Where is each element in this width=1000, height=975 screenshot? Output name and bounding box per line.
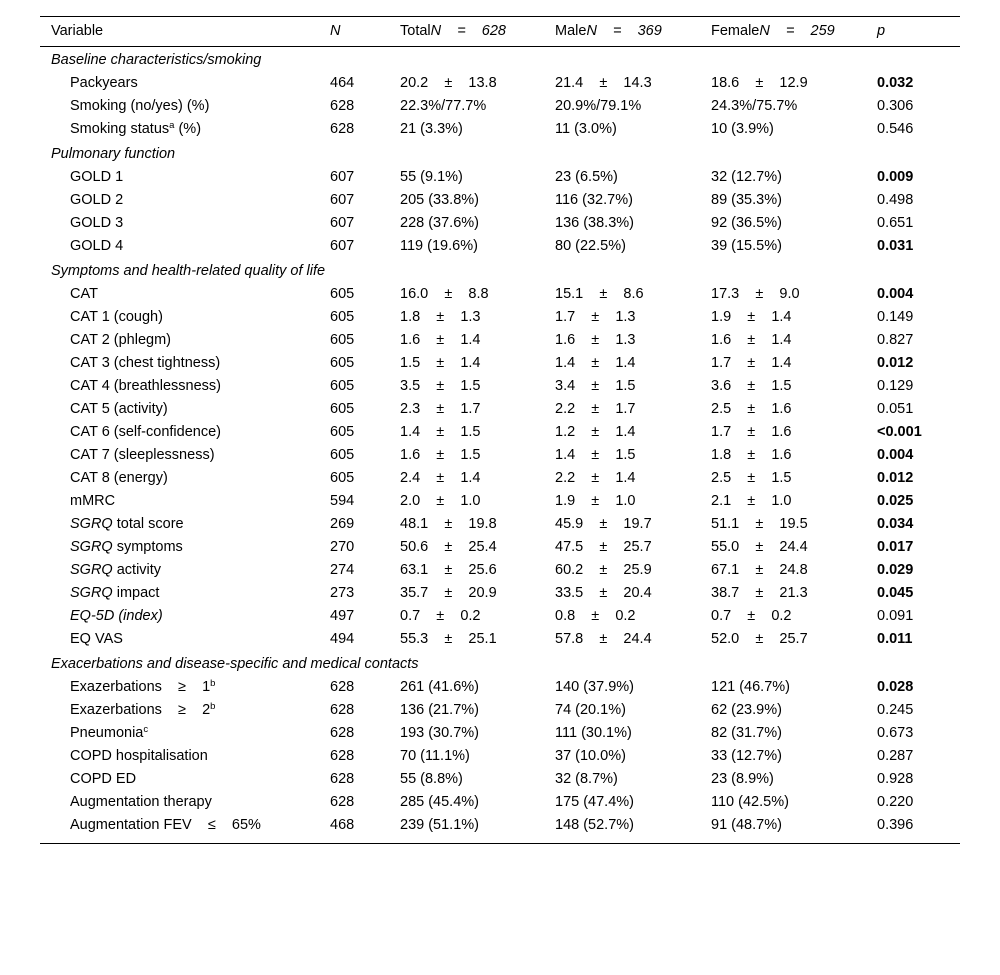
row-male: 21.4 ± 14.3 (555, 75, 652, 91)
table-row-cat3 (0, 352, 1000, 375)
row-female: 23 (8.9%) (711, 771, 774, 787)
row-total: 48.1 ± 19.8 (400, 516, 497, 532)
row-female: 10 (3.9%) (711, 121, 774, 137)
table-row-eq5d (0, 605, 1000, 628)
row-p: 0.009 (877, 169, 914, 185)
row-n: 494 (330, 631, 355, 647)
table-row-sgrq-symptoms (0, 536, 1000, 559)
row-label: CAT 8 (energy) (70, 470, 168, 486)
row-n: 273 (330, 585, 355, 601)
row-female: 121 (46.7%) (711, 679, 790, 695)
table-row-augmentation-fev (0, 814, 1000, 837)
row-male: 140 (37.9%) (555, 679, 634, 695)
row-male: 15.1 ± 8.6 (555, 286, 644, 302)
row-label: CAT 3 (chest tightness) (70, 355, 221, 371)
row-female: 52.0 ± 25.7 (711, 631, 808, 647)
row-total: 1.8 ± 1.3 (400, 309, 481, 325)
table-row-cat1 (0, 306, 1000, 329)
row-female: 110 (42.5%) (711, 794, 789, 810)
row-label-text: activity (112, 562, 162, 578)
row-female: 38.7 ± 21.3 (711, 585, 808, 601)
row-female: 24.3%/75.7% (711, 98, 798, 114)
row-female: 1.7 ± 1.4 (711, 355, 792, 371)
row-male: 0.8 ± 0.2 (555, 608, 636, 624)
row-male: 116 (32.7%) (555, 192, 633, 208)
row-n: 468 (330, 817, 355, 833)
row-female: 1.7 ± 1.6 (711, 424, 792, 440)
table-row-exacerbations-1 (0, 676, 1000, 699)
row-total: 63.1 ± 25.6 (400, 562, 497, 578)
table-row-cat7 (0, 444, 1000, 467)
table-row-eqvas (0, 628, 1000, 651)
row-label-text: Exazerbations ≥ 1 (70, 679, 211, 695)
row-total: 16.0 ± 8.8 (400, 286, 489, 302)
row-label-suffix: (%) (174, 121, 202, 137)
row-label-abbrev: SGRQ (70, 585, 113, 601)
row-label-text: symptoms (112, 539, 183, 555)
row-label (70, 559, 161, 582)
row-male: 1.4 ± 1.5 (555, 447, 636, 463)
table-row-cat6 (0, 421, 1000, 444)
row-total: 261 (41.6%) (400, 679, 479, 695)
row-n: 605 (330, 424, 355, 440)
row-total: 1.5 ± 1.4 (400, 355, 481, 371)
footnote-marker: a (169, 120, 175, 131)
table-row-cat (0, 283, 1000, 306)
row-n: 607 (330, 215, 355, 231)
footnote-marker: b (210, 701, 216, 712)
section-pulmonary (0, 143, 1000, 166)
row-label (70, 536, 183, 559)
table-row-sgrq-total (0, 513, 1000, 536)
row-label (70, 513, 184, 536)
row-total: 55 (9.1%) (400, 169, 463, 185)
row-female: 55.0 ± 24.4 (711, 539, 808, 555)
row-label: Augmentation therapy (70, 794, 212, 810)
row-total: 35.7 ± 20.9 (400, 585, 497, 601)
header-n: N (330, 23, 341, 39)
table-header-row (0, 20, 1000, 43)
table-row-packyears (0, 72, 1000, 95)
table-row-copd-ed (0, 768, 1000, 791)
row-n: 605 (330, 447, 355, 463)
row-total: 20.2 ± 13.8 (400, 75, 497, 91)
header-female (711, 20, 835, 43)
row-label: CAT (70, 286, 98, 302)
row-male: 11 (3.0%) (555, 121, 617, 137)
row-p: 0.220 (877, 794, 914, 810)
row-label: CAT 1 (cough) (70, 309, 163, 325)
footnote-marker: c (143, 724, 149, 735)
row-total: 285 (45.4%) (400, 794, 479, 810)
row-label: GOLD 3 (70, 215, 124, 231)
row-label: CAT 5 (activity) (70, 401, 168, 417)
row-total: 2.4 ± 1.4 (400, 470, 481, 486)
row-p: 0.031 (877, 238, 914, 254)
row-p: 0.546 (877, 121, 914, 137)
table-row-augmentation-therapy (0, 791, 1000, 814)
row-label-abbrev: SGRQ (70, 516, 113, 532)
header-total-n: N = 628 (430, 23, 507, 39)
row-p: 0.149 (877, 309, 914, 325)
row-p: 0.032 (877, 75, 914, 91)
row-p: 0.028 (877, 679, 914, 695)
table-row-copd-hospitalisation (0, 745, 1000, 768)
row-n: 605 (330, 378, 355, 394)
row-female: 17.3 ± 9.0 (711, 286, 800, 302)
row-p: 0.245 (877, 702, 914, 718)
header-total (400, 20, 506, 43)
header-total-label: Total (400, 23, 431, 39)
row-male: 1.9 ± 1.0 (555, 493, 636, 509)
row-n: 605 (330, 401, 355, 417)
row-male: 32 (8.7%) (555, 771, 618, 787)
row-female: 1.8 ± 1.6 (711, 447, 792, 463)
row-female: 32 (12.7%) (711, 169, 782, 185)
section-exacerbations (0, 653, 1000, 676)
row-p: 0.017 (877, 539, 914, 555)
row-total: 205 (33.8%) (400, 192, 479, 208)
row-p: 0.827 (877, 332, 914, 348)
footnote-marker: b (210, 678, 216, 689)
row-male: 111 (30.1%) (555, 725, 632, 741)
row-n: 269 (330, 516, 355, 532)
row-n: 628 (330, 771, 355, 787)
row-n: 607 (330, 169, 355, 185)
row-label: Augmentation FEV ≤ 65% (70, 817, 261, 833)
row-n: 270 (330, 539, 355, 555)
table-row-smoking-status (0, 118, 1000, 141)
row-n: 628 (330, 98, 355, 114)
row-label: COPD hospitalisation (70, 748, 208, 764)
row-total: 193 (30.7%) (400, 725, 479, 741)
row-p: 0.034 (877, 516, 914, 532)
section-symptoms (0, 260, 1000, 283)
row-female: 67.1 ± 24.8 (711, 562, 808, 578)
row-total: 1.4 ± 1.5 (400, 424, 481, 440)
section-title: Baseline characteristics/smoking (51, 52, 262, 68)
row-total: 70 (11.1%) (400, 748, 470, 764)
row-female: 0.7 ± 0.2 (711, 608, 792, 624)
header-female-label: Female (711, 23, 760, 39)
row-label-abbrev: SGRQ (70, 562, 113, 578)
row-total: 1.6 ± 1.5 (400, 447, 481, 463)
row-p: 0.673 (877, 725, 914, 741)
header-male-label: Male (555, 23, 587, 39)
table-header-rule (40, 46, 960, 47)
row-label (70, 722, 148, 746)
row-label: CAT 7 (sleeplessness) (70, 447, 215, 463)
row-label: mMRC (70, 493, 116, 509)
row-female: 1.9 ± 1.4 (711, 309, 792, 325)
row-total: 136 (21.7%) (400, 702, 479, 718)
row-total: 228 (37.6%) (400, 215, 479, 231)
row-label: EQ VAS (70, 631, 123, 647)
row-male: 57.8 ± 24.4 (555, 631, 652, 647)
header-p: p (877, 23, 886, 39)
row-male: 37 (10.0%) (555, 748, 626, 764)
row-label-text: Pneumonia (70, 725, 144, 741)
row-female: 3.6 ± 1.5 (711, 378, 792, 394)
section-baseline (0, 49, 1000, 72)
row-n: 607 (330, 238, 355, 254)
row-label: Smoking (no/yes) (%) (70, 98, 210, 114)
row-male: 33.5 ± 20.4 (555, 585, 652, 601)
row-total: 21 (3.3%) (400, 121, 463, 137)
row-label-text: Exazerbations ≥ 2 (70, 702, 211, 718)
row-p: 0.129 (877, 378, 914, 394)
row-n: 605 (330, 470, 355, 486)
row-female: 91 (48.7%) (711, 817, 782, 833)
table-row-gold3 (0, 212, 1000, 235)
row-male: 47.5 ± 25.7 (555, 539, 652, 555)
row-total: 2.0 ± 1.0 (400, 493, 481, 509)
row-female: 2.5 ± 1.6 (711, 401, 792, 417)
row-label: GOLD 1 (70, 169, 124, 185)
row-label-abbrev: SGRQ (70, 539, 113, 555)
row-label-text: total score (112, 516, 184, 532)
row-label (70, 582, 159, 605)
row-p: 0.011 (877, 631, 913, 647)
table-row-sgrq-activity (0, 559, 1000, 582)
table-row-gold4 (0, 235, 1000, 258)
table-row-pneumonia (0, 722, 1000, 745)
row-n: 594 (330, 493, 355, 509)
row-total: 22.3%/77.7% (400, 98, 487, 114)
row-label-text: impact (112, 585, 160, 601)
row-n: 464 (330, 75, 355, 91)
row-male: 136 (38.3%) (555, 215, 634, 231)
row-p: 0.012 (877, 470, 914, 486)
row-n: 605 (330, 309, 355, 325)
table-row-cat5 (0, 398, 1000, 421)
row-female: 89 (35.3%) (711, 192, 782, 208)
row-n: 628 (330, 121, 355, 137)
row-n: 274 (330, 562, 355, 578)
row-label (70, 699, 215, 723)
row-label: EQ-5D (index) (70, 608, 163, 624)
row-total: 50.6 ± 25.4 (400, 539, 497, 555)
row-total: 55.3 ± 25.1 (400, 631, 497, 647)
row-label: CAT 4 (breathlessness) (70, 378, 221, 394)
row-p: 0.651 (877, 215, 914, 231)
row-p: 0.012 (877, 355, 914, 371)
row-p: 0.004 (877, 286, 914, 302)
table-row-sgrq-impact (0, 582, 1000, 605)
table-row-smoking (0, 95, 1000, 118)
row-male: 23 (6.5%) (555, 169, 618, 185)
row-n: 628 (330, 748, 355, 764)
row-n: 628 (330, 794, 355, 810)
table-row-gold1 (0, 166, 1000, 189)
row-male: 3.4 ± 1.5 (555, 378, 636, 394)
row-male: 60.2 ± 25.9 (555, 562, 652, 578)
row-p: 0.045 (877, 585, 914, 601)
section-title: Symptoms and health-related quality of life (51, 263, 326, 279)
row-male: 2.2 ± 1.4 (555, 470, 636, 486)
row-total: 55 (8.8%) (400, 771, 463, 787)
row-p: 0.928 (877, 771, 914, 787)
row-label: COPD ED (70, 771, 137, 787)
section-title: Exacerbations and disease-specific and medical contacts (51, 656, 419, 672)
table-row-cat4 (0, 375, 1000, 398)
row-female: 39 (15.5%) (711, 238, 782, 254)
row-total: 2.3 ± 1.7 (400, 401, 481, 417)
row-p: 0.498 (877, 192, 914, 208)
row-total: 0.7 ± 0.2 (400, 608, 481, 624)
row-male: 2.2 ± 1.7 (555, 401, 636, 417)
row-p: 0.091 (877, 608, 914, 624)
header-female-n: N = 259 (759, 23, 835, 39)
row-male: 80 (22.5%) (555, 238, 626, 254)
row-n: 497 (330, 608, 355, 624)
row-n: 607 (330, 192, 355, 208)
row-label: GOLD 4 (70, 238, 124, 254)
table-top-rule (40, 16, 960, 17)
row-n: 605 (330, 286, 355, 302)
row-n: 628 (330, 679, 355, 695)
row-p: 0.029 (877, 562, 914, 578)
section-title: Pulmonary function (51, 146, 176, 162)
row-male: 1.4 ± 1.4 (555, 355, 636, 371)
row-n: 628 (330, 725, 355, 741)
row-female: 33 (12.7%) (711, 748, 782, 764)
row-p: 0.004 (877, 447, 914, 463)
row-female: 2.5 ± 1.5 (711, 470, 792, 486)
table-row-cat8 (0, 467, 1000, 490)
row-label: CAT 2 (phlegm) (70, 332, 171, 348)
row-label: GOLD 2 (70, 192, 124, 208)
table-row-cat2 (0, 329, 1000, 352)
table-row-mmrc (0, 490, 1000, 513)
row-n: 628 (330, 702, 355, 718)
row-total: 239 (51.1%) (400, 817, 479, 833)
row-label-text: Smoking status (70, 121, 170, 137)
row-label: Packyears (70, 75, 138, 91)
row-male: 1.2 ± 1.4 (555, 424, 636, 440)
row-female: 1.6 ± 1.4 (711, 332, 792, 348)
header-male (555, 20, 662, 43)
row-p: 0.306 (877, 98, 914, 114)
row-male: 74 (20.1%) (555, 702, 626, 718)
row-male: 45.9 ± 19.7 (555, 516, 652, 532)
row-total: 3.5 ± 1.5 (400, 378, 481, 394)
row-label (70, 676, 215, 700)
row-p: 0.025 (877, 493, 914, 509)
row-female: 51.1 ± 19.5 (711, 516, 808, 532)
row-male: 148 (52.7%) (555, 817, 634, 833)
row-male: 1.6 ± 1.3 (555, 332, 636, 348)
row-label (70, 118, 201, 142)
row-p: 0.287 (877, 748, 914, 764)
row-male: 1.7 ± 1.3 (555, 309, 636, 325)
table-row-gold2 (0, 189, 1000, 212)
header-male-n: N = 369 (586, 23, 662, 39)
row-female: 18.6 ± 12.9 (711, 75, 808, 91)
header-variable: Variable (51, 23, 104, 39)
row-p: 0.051 (877, 401, 914, 417)
row-male: 20.9%/79.1% (555, 98, 642, 114)
table-row-exacerbations-2 (0, 699, 1000, 722)
row-total: 1.6 ± 1.4 (400, 332, 481, 348)
row-female: 92 (36.5%) (711, 215, 782, 231)
row-female: 82 (31.7%) (711, 725, 782, 741)
row-label: CAT 6 (self-confidence) (70, 424, 221, 440)
row-n: 605 (330, 332, 355, 348)
row-n: 605 (330, 355, 355, 371)
row-female: 62 (23.9%) (711, 702, 782, 718)
row-male: 175 (47.4%) (555, 794, 634, 810)
table-bottom-rule (40, 843, 960, 844)
row-p: <0.001 (877, 424, 922, 440)
row-female: 2.1 ± 1.0 (711, 493, 792, 509)
row-p: 0.396 (877, 817, 914, 833)
row-total: 119 (19.6%) (400, 238, 478, 254)
